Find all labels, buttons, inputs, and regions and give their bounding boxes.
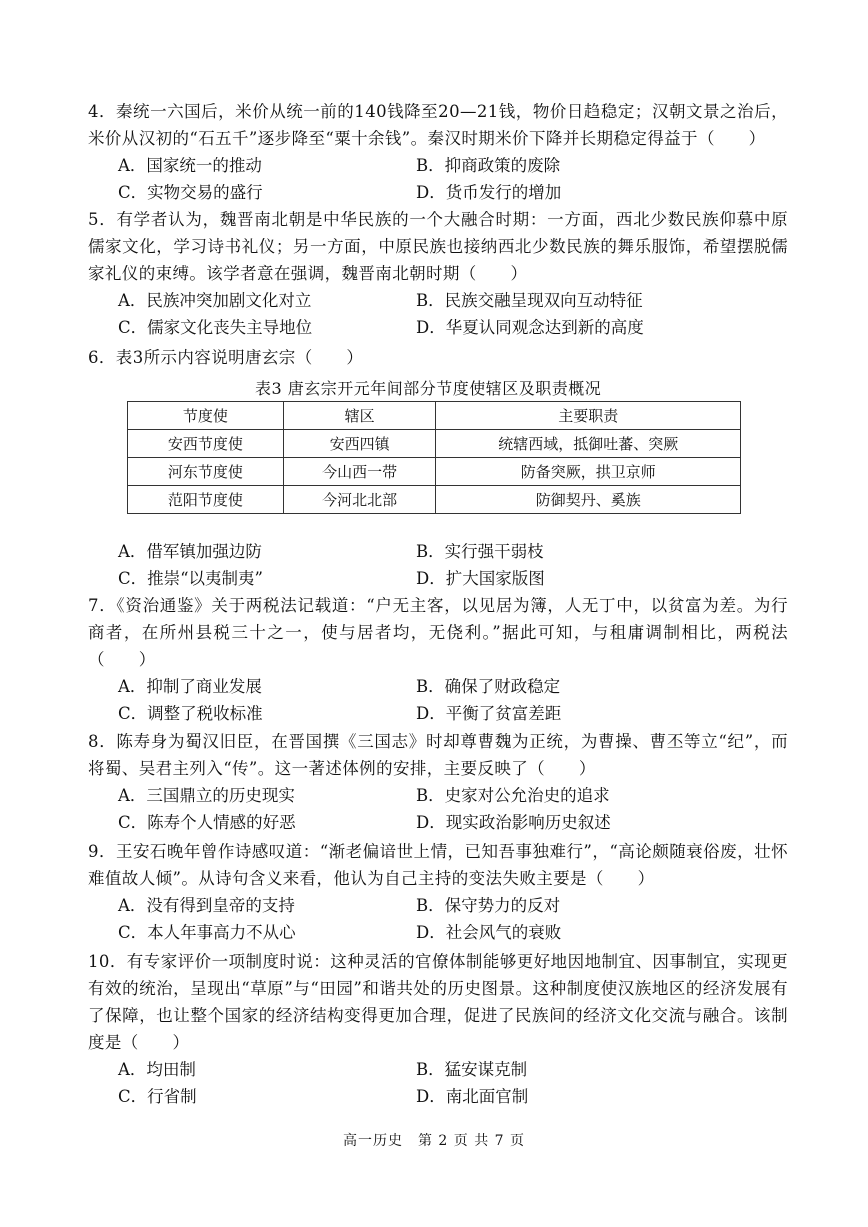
option-d[interactable]: D．社会风气的衰败 <box>416 923 562 942</box>
option-d[interactable]: D．华夏认同观念达到新的高度 <box>416 318 644 337</box>
option-b[interactable]: B．猛安谋克制 <box>416 1060 528 1079</box>
table-header-cell: 辖区 <box>283 402 436 430</box>
option-d[interactable]: D．现实政治影响历史叙述 <box>416 813 611 832</box>
option-a[interactable]: A．均田制 <box>118 1060 196 1079</box>
page-footer: 高一历史 第 2 页 共 7 页 <box>342 1133 526 1149</box>
table-row <box>128 486 741 514</box>
table-cell: 河东节度使 <box>128 458 284 486</box>
option-b[interactable]: B．保守势力的反对 <box>416 896 561 915</box>
question-5 <box>88 206 788 341</box>
option-d[interactable]: D．货币发行的增加 <box>416 183 562 202</box>
question-6-stem <box>88 344 788 371</box>
option-b[interactable]: B．实行强干弱枝 <box>416 542 544 561</box>
option-a[interactable]: A．民族冲突加剧文化对立 <box>118 291 312 310</box>
question-10 <box>88 948 788 1110</box>
question-6-options <box>88 538 788 592</box>
options <box>88 782 788 836</box>
question-text: 4．秦统一六国后，米价从统一前的140钱降至20—21钱，物价日趋稳定；汉朝文景之治后，米价从汉初的“石五千”逐步降至“粟十余钱”。秦汉时期米价下降并长期稳定得益于（ ） <box>88 102 788 148</box>
table-3 <box>127 401 741 514</box>
table-cell: 安西节度使 <box>128 430 284 458</box>
question-text: 7．《资治通鉴》关于两税法记载道：“户无主客，以见居为簿，人无丁中，以贫富为差。为行商者，在所州县税三十之一，使与居者均，无侥利。”据此可知，与租庸调制相比，两税法（ ） <box>88 596 788 669</box>
table-header-cell: 主要职责 <box>436 402 741 430</box>
option-a[interactable]: A．没有得到皇帝的支持 <box>118 896 295 915</box>
option-d[interactable]: D．扩大国家版图 <box>416 569 545 588</box>
question-text: 5．有学者认为，魏晋南北朝是中华民族的一个大融合时期：一方面，西北少数民族仰慕中原儒家文化，学习诗书礼仪；另一方面，中原民族也接纳西北少数民族的舞乐服饰，希望摆脱儒家礼仪的束缚。该学者意在强调，魏晋南北朝时期（ ） <box>88 210 788 283</box>
table-cell: 安西四镇 <box>283 430 436 458</box>
option-b[interactable]: B．史家对公允治史的追求 <box>416 786 610 805</box>
table-row <box>128 458 741 486</box>
question-text: 6．表3所示内容说明唐玄宗（ ） <box>88 348 364 367</box>
table-cell: 今河北北部 <box>283 486 436 514</box>
table-row <box>128 430 741 458</box>
table-cell: 防御契丹、奚族 <box>436 486 741 514</box>
option-c[interactable]: C．行省制 <box>118 1087 197 1106</box>
options <box>88 673 788 727</box>
question-text: 8．陈寿身为蜀汉旧臣，在晋国撰《三国志》时却尊曹魏为正统，为曹操、曹丕等立“纪”，而将蜀、吴君主列入“传”。这一著述体例的安排，主要反映了（ ） <box>88 732 788 778</box>
options <box>88 538 788 592</box>
option-d[interactable]: D．南北面官制 <box>416 1087 529 1106</box>
table-cell: 防备突厥，拱卫京师 <box>436 458 741 486</box>
option-b[interactable]: B．确保了财政稳定 <box>416 677 561 696</box>
table-header-row <box>128 402 741 430</box>
option-c[interactable]: C．调整了税收标准 <box>118 704 263 723</box>
option-b[interactable]: B．民族交融呈现双向互动特征 <box>416 291 643 310</box>
question-8 <box>88 728 788 836</box>
option-a[interactable]: A．抑制了商业发展 <box>118 677 262 696</box>
option-c[interactable]: C．推崇“以夷制夷” <box>118 569 263 588</box>
question-text: 9．王安石晚年曾作诗感叹道：“渐老偏谙世上情，已知吾事独难行”，“高论颇随衰俗废，壮怀难值故人倾”。从诗句含义来看，他认为自己主持的变法失败主要是（ ） <box>88 842 788 888</box>
table-header-cell: 节度使 <box>128 402 284 430</box>
question-7 <box>88 592 788 727</box>
options <box>88 1056 788 1110</box>
option-c[interactable]: C．实物交易的盛行 <box>118 183 263 202</box>
option-c[interactable]: C．本人年事高力不从心 <box>118 923 296 942</box>
option-c[interactable]: C．儒家文化丧失主导地位 <box>118 318 313 337</box>
options <box>88 892 788 946</box>
options <box>88 287 788 341</box>
option-a[interactable]: A．国家统一的推动 <box>118 156 262 175</box>
question-9 <box>88 838 788 946</box>
table-caption: 表3 唐玄宗开元年间部分节度使辖区及职责概况 <box>255 379 602 398</box>
option-b[interactable]: B．抑商政策的废除 <box>416 156 561 175</box>
option-a[interactable]: A．三国鼎立的历史现实 <box>118 786 295 805</box>
table-cell: 统辖西域，抵御吐蕃、突厥 <box>436 430 741 458</box>
option-a[interactable]: A．借军镇加强边防 <box>118 542 262 561</box>
options <box>88 152 788 206</box>
table-cell: 范阳节度使 <box>128 486 284 514</box>
option-d[interactable]: D．平衡了贫富差距 <box>416 704 562 723</box>
option-c[interactable]: C．陈寿个人情感的好恶 <box>118 813 296 832</box>
table-cell: 今山西一带 <box>283 458 436 486</box>
question-4 <box>88 98 788 206</box>
question-text: 10．有专家评价一项制度时说：这种灵活的官僚体制能够更好地因地制宜、因事制宜，实现更有效的统治，呈现出“草原”与“田园”和谐共处的历史图景。这种制度使汉族地区的经济发展有了保障，也让整个国家的经济结构变得更加合理，促进了民族间的经济文化交流与融合。该制度是（ ） <box>88 952 788 1052</box>
